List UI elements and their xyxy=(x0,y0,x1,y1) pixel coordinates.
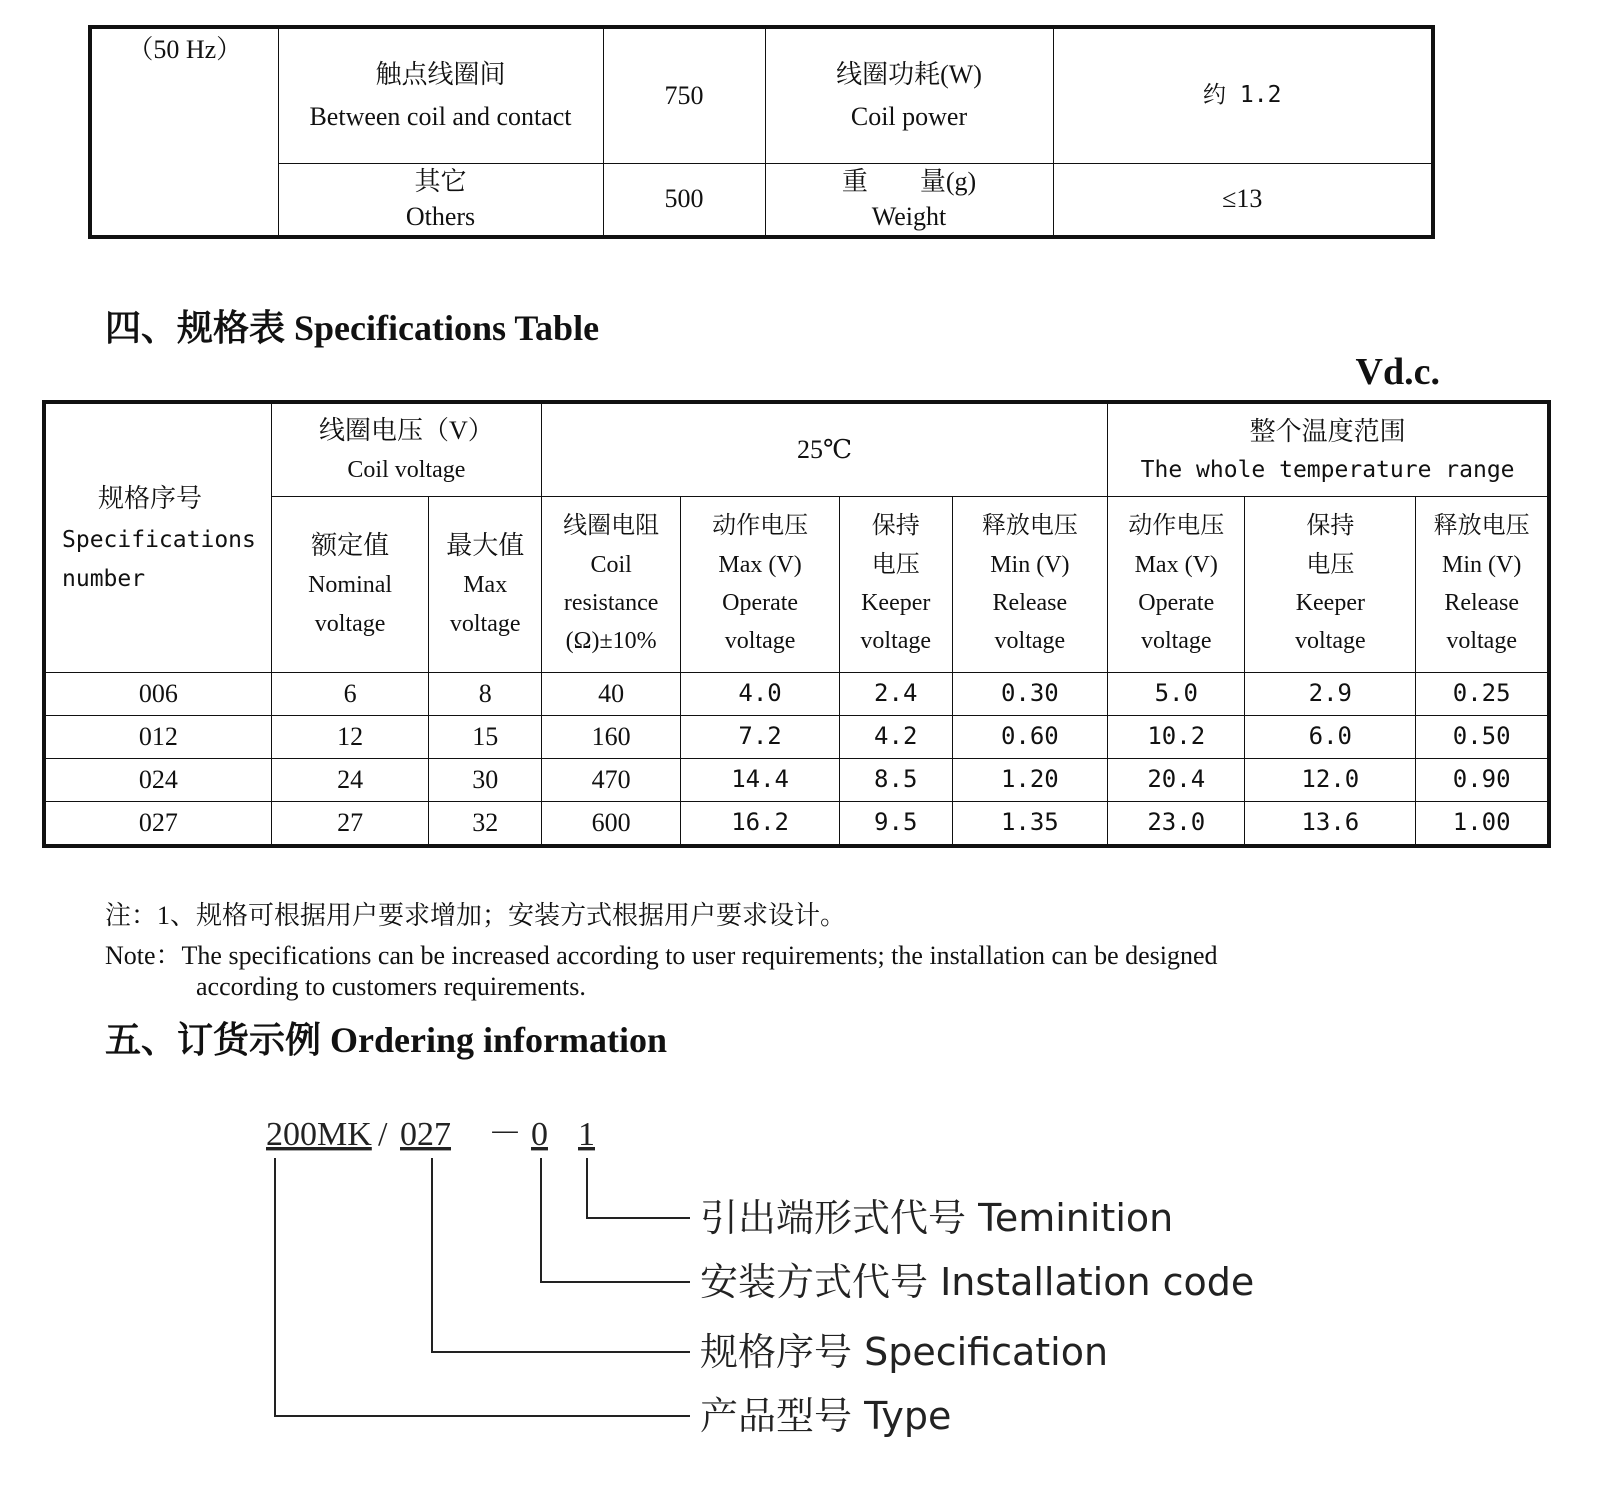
specifications-table xyxy=(42,400,1551,848)
legend-installation: 安装方式代号 Installation code xyxy=(700,1260,1255,1304)
note-cn: 注：1、规格可根据用户要求增加；安装方式根据用户要求设计。 xyxy=(105,901,847,930)
weight-value: ≤13 xyxy=(1053,163,1433,237)
operate-voltage-25-header: 动作电压 Max (V) Operate voltage xyxy=(681,496,840,672)
between-coil-contact-value: 750 xyxy=(603,27,765,163)
table-row: 006 6 8 40 4.0 2.4 0.30 5.0 2.9 0.25 xyxy=(44,672,1549,715)
between-coil-contact-label: 触点线圈间 Between coil and contact xyxy=(278,27,603,163)
ordering-diagram xyxy=(0,1110,1600,1440)
section5-title: 五、订货示例 Ordering information xyxy=(105,1020,667,1060)
coil-resistance-header: 线圈电阻 Coil resistance (Ω)±10% xyxy=(542,496,681,672)
table-row: 027 27 32 600 16.2 9.5 1.35 23.0 13.6 1.00 xyxy=(44,801,1549,846)
temp-25-header: 25℃ xyxy=(542,402,1108,496)
whole-temp-header: 整个温度范围 The whole temperature range xyxy=(1108,402,1549,496)
install-leader-line xyxy=(541,1158,690,1282)
release-voltage-whole-header: 释放电压 Min (V) Release voltage xyxy=(1416,496,1549,672)
frequency-cell: （50 Hz） xyxy=(90,27,278,237)
code-install: 0 xyxy=(531,1116,548,1153)
note-en-line2: according to customers requirements. xyxy=(196,972,586,1001)
others-label: 其它 Others xyxy=(278,163,603,237)
coil-power-label: 线圈功耗(W) Coil power xyxy=(765,27,1053,163)
code-term: 1 xyxy=(578,1116,595,1153)
nominal-voltage-header: 额定值 Nominal voltage xyxy=(271,496,429,672)
others-value: 500 xyxy=(603,163,765,237)
code-spec: 027 xyxy=(400,1116,451,1153)
coil-power-value: 约 1.2 xyxy=(1053,27,1433,163)
top-spec-table xyxy=(88,25,1435,239)
code-slash: / xyxy=(378,1116,388,1153)
legend-termination: 引出端形式代号 Teminition xyxy=(700,1196,1174,1240)
table-row: 024 24 30 470 14.4 8.5 1.20 20.4 12.0 0.90 xyxy=(44,758,1549,801)
section4-title: 四、规格表 Specifications Table xyxy=(105,308,600,348)
table-row: 012 12 15 160 7.2 4.2 0.60 10.2 6.0 0.50 xyxy=(44,715,1549,758)
legend-specification: 规格序号 Specification xyxy=(700,1330,1109,1374)
type-leader-line xyxy=(275,1158,690,1416)
unit-label: Vd.c. xyxy=(1355,351,1440,393)
keeper-voltage-25-header: 保持 电压 Keeper voltage xyxy=(839,496,952,672)
note-en-line1: Note：The specifications can be increased according to user requirements; the installation can be designed xyxy=(105,941,1218,970)
keeper-voltage-whole-header: 保持 电压 Keeper voltage xyxy=(1245,496,1416,672)
spec-number-header: 规格序号 Specifications number xyxy=(44,402,271,672)
weight-label: 重 量(g) Weight xyxy=(765,163,1053,237)
term-leader-line xyxy=(587,1158,690,1218)
legend-type: 产品型号 Type xyxy=(700,1394,952,1438)
coil-voltage-header: 线圈电压（V） Coil voltage xyxy=(271,402,541,496)
release-voltage-25-header: 释放电压 Min (V) Release voltage xyxy=(952,496,1108,672)
operate-voltage-whole-header: 动作电压 Max (V) Operate voltage xyxy=(1108,496,1245,672)
code-type: 200MK xyxy=(266,1116,372,1153)
code-dash: － xyxy=(488,1116,522,1153)
spec-leader-line xyxy=(432,1158,690,1352)
max-voltage-header: 最大值 Max voltage xyxy=(429,496,542,672)
